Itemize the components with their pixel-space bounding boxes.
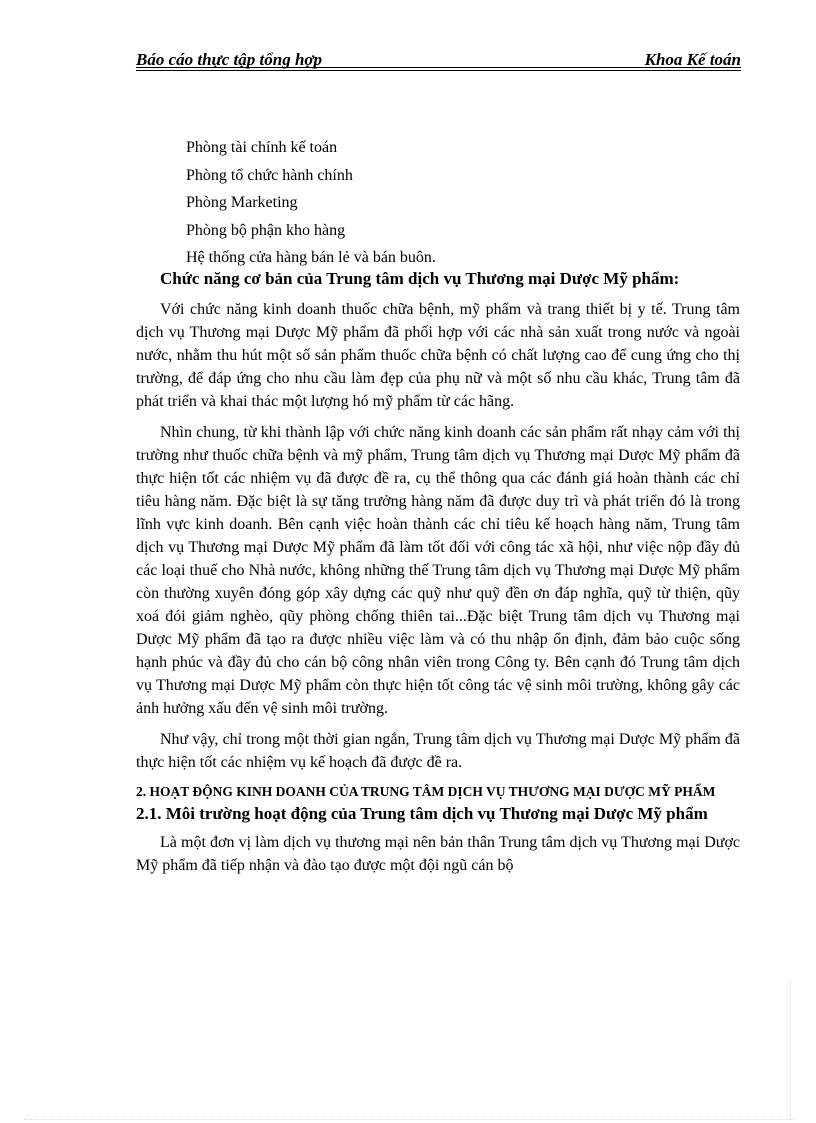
list-item: Phòng bộ phận kho hàng: [186, 221, 346, 239]
header-rule-double: [136, 70, 741, 71]
list-item: Phòng tổ chức hành chính: [186, 166, 353, 184]
header-faculty: Khoa Kế toán: [644, 50, 741, 69]
page-bottom-dots: [24, 1119, 794, 1120]
body-paragraph: Như vậy, chỉ trong một thời gian ngắn, Trung tâm dịch vụ Thương mại Dược Mỹ phẩm đã thực hiện tốt các nhiệm vụ kế hoạch đã được đề ra.: [136, 731, 740, 771]
section-heading: 2. HOẠT ĐỘNG KINH DOANH CỦA TRUNG TÂM DỊCH VỤ THƯƠNG MẠI DƯỢC MỸ PHẨM: [136, 784, 716, 799]
department-list: [186, 134, 436, 272]
header-report-title: Báo cáo thực tập tổng hợp: [136, 50, 323, 69]
header-rule: [136, 67, 741, 68]
list-item: Phòng tài chính kế toán: [186, 139, 338, 156]
list-item: Hệ thống cửa hàng bán lẻ và bán buôn.: [186, 249, 436, 266]
functions-heading: Chức năng cơ bản của Trung tâm dịch vụ Thương mại Dược Mỹ phẩm:: [160, 269, 680, 288]
document-body: [136, 268, 740, 877]
page-edge-dots: [790, 980, 791, 1120]
body-paragraph: Là một đơn vị làm dịch vụ thương mại nên bản thân Trung tâm dịch vụ Thương mại Dược Mỹ phẩm đã tiếp nhận và đào tạo được một đội ngũ cán bộ: [136, 834, 740, 874]
list-item: Phòng Marketing: [186, 194, 298, 211]
body-paragraph: Nhìn chung, từ khi thành lập với chức năng kinh doanh các sản phẩm rất nhạy cảm với thị trường như thuốc chữa bệnh và mỹ phẩm, Trung tâm dịch vụ Thương mại Dược Mỹ phẩm đã thực hiện tốt các nhiệm vụ đã được đề ra, cụ thể thông qua các đánh giá hoàn thành các chỉ tiêu hàng năm. Đặc biệt là sự tăng trưởng hàng năm đã được duy trì và phát triển đó là trong lĩnh vực kinh doanh. Bên cạnh việc hoàn thành các chỉ tiêu kế hoạch hàng năm, Trung tâm dịch vụ Thương mại Dược Mỹ phẩm đã làm tốt đối với công tác xã hội, như việc nộp đầy đủ các loại thuế cho Nhà nước, không những thế Trung tâm dịch vụ Thương mại Dược Mỹ phẩm còn thường xuyên đóng góp xây dựng các quỹ như quỹ đền ơn đáp nghĩa, quỹ từ thiện, qũy xoá đói giảm nghèo, qũy phòng chống thiên tai...Đặc biệt Trung tâm dịch vụ Thương mại Dược Mỹ phẩm đã tạo ra được nhiều việc làm và có thu nhập ổn định, đảm bảo cuộc sống hạnh phúc và đầy đủ cho cán bộ công nhân viên trong Công ty. Bên cạnh đó Trung tâm dịch vụ Thương mại Dược Mỹ phẩm còn thực hiện tốt công tác vệ sinh môi trường, không gây các ảnh hưởng xấu đến vệ sinh môi trường.: [136, 424, 740, 717]
body-paragraph: Với chức năng kinh doanh thuốc chữa bệnh, mỹ phẩm và trang thiết bị y tế. Trung tâm dịch vụ Thương mại Dược Mỹ phẩm đã phối hợp với các nhà sản xuất trong nước và ngoài nước, nhằm thu hút một số sản phẩm thuốc chữa bệnh có chất lượng cao để cung ứng cho thị trường, để đáp ứng cho nhu cầu làm đẹp của phụ nữ và một số nhu cầu khác, Trung tâm đã phát triển và khai thác một lượng hó mỹ phẩm từ các hãng.: [136, 301, 740, 410]
subsection-heading: 2.1. Môi trường hoạt động của Trung tâm dịch vụ Thương mại Dược Mỹ phẩm: [136, 804, 708, 823]
page-header: [136, 50, 741, 72]
